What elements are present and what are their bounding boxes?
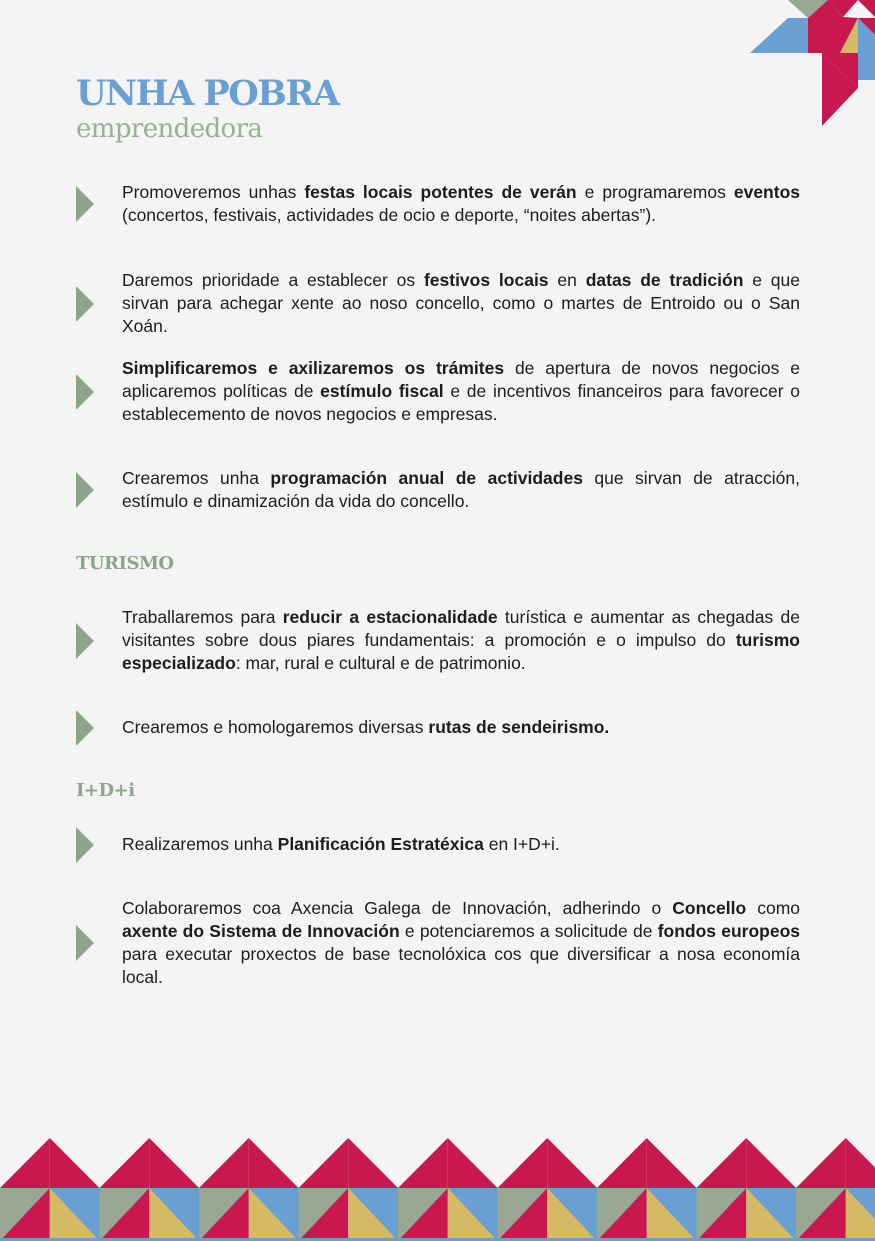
- triangle-arrow-right-icon: [76, 710, 94, 746]
- list-item: [76, 606, 800, 675]
- triangle-arrow-right-icon: [76, 623, 94, 659]
- section-heading-turismo: TURISMO: [76, 553, 174, 574]
- page-title: UNHA POBRA: [76, 73, 339, 114]
- list-item-text: Simplificaremos e axilizaremos os trámites de apertura de novos negocios e aplicaremos políticas de estímulo fiscal e de incentivos financeiros para favorecer o establecemento de novos negocios e empresas.: [122, 358, 800, 424]
- triangle-arrow-right-icon: [76, 827, 94, 863]
- triangle-arrow-right-icon: [76, 186, 94, 222]
- list-item-text: Promoveremos unhas festas locais potentes de verán e programaremos eventos (concertos, festivais, actividades de ocio e deporte, “noites abertas”).: [122, 182, 800, 225]
- triangle-arrow-right-icon: [76, 472, 94, 508]
- page-subtitle: emprendedora: [76, 114, 263, 144]
- list-item-text: Crearemos unha programación anual de actividades que sirvan de atracción, estímulo e dinamización da vida do concello.: [122, 468, 800, 511]
- list-item-text: Traballaremos para reducir a estacionalidade turística e aumentar as chegadas de visitantes sobre dous piares fundamentais: a promoción e o impulso do turismo especializado: mar, rural e cultural e de patrimonio.: [122, 607, 800, 673]
- triangle-arrow-right-icon: [76, 925, 94, 961]
- list-item: [76, 269, 800, 338]
- triangle-arrow-right-icon: [76, 286, 94, 322]
- list-item-text: Colaboraremos coa Axencia Galega de Innovación, adherindo o Concello como axente do Sistema de Innovación e potenciaremos a solicitude de fondos europeos para executar proxectos de base tecnolóxica cos que diversificar a nosa economía local.: [122, 898, 800, 987]
- triangle-arrow-right-icon: [76, 374, 94, 410]
- list-item-text: Daremos prioridade a establecer os festivos locais en datas de tradición e que sirvan para achegar xente ao noso concello, como o martes de Entroido ou o San Xoán.: [122, 270, 800, 336]
- corner-decoration: [740, 0, 875, 126]
- list-item: [76, 897, 800, 989]
- list-item: [76, 716, 800, 739]
- bottom-pattern-decoration: [0, 1136, 875, 1241]
- list-item: [76, 181, 800, 227]
- list-item: [76, 357, 800, 426]
- list-item: [76, 467, 800, 513]
- section-heading-idi: I+D+i: [76, 780, 135, 801]
- list-item: [76, 833, 800, 856]
- list-item-text: Crearemos e homologaremos diversas rutas de sendeirismo.: [122, 717, 610, 737]
- list-item-text: Realizaremos unha Planificación Estratéxica en I+D+i.: [122, 834, 560, 854]
